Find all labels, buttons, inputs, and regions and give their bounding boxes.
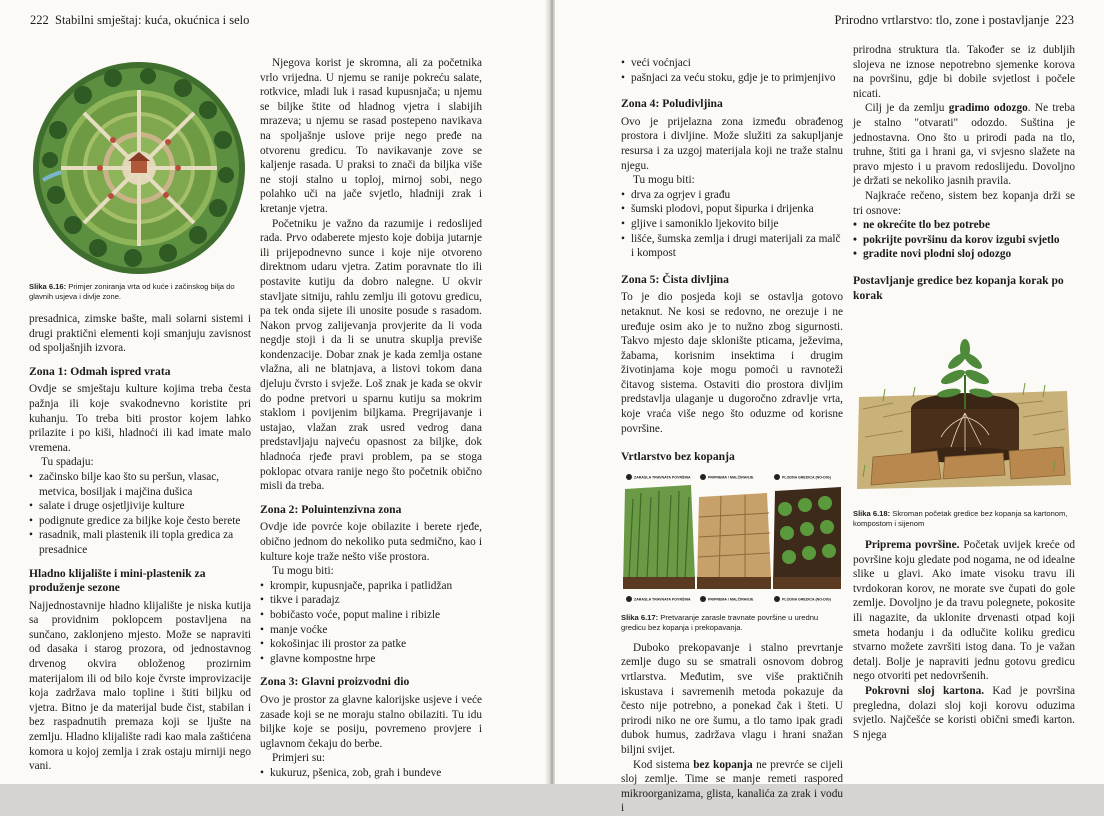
surface-prep-paragraph — [853, 538, 1075, 684]
left-page — [0, 0, 549, 784]
text-run: Kad je površina pregledna, dolazi sloj koji korovu oduzima svjetlo. Najčešće se koristi obični smeđi karton. S njega — [853, 685, 1075, 741]
zone-1-text: Ovdje se smještaju kulture kojima treba česta pažnja ili koje svakodnevno koristite pri kuhanju. To treba biti prostor kojem lahko prilazite i po kiši, hladnoći ili kad imate malo vremena. — [29, 383, 251, 454]
list-item: • gradite novi plodni sloj odozgo — [853, 247, 1075, 262]
right-page — [555, 0, 1104, 815]
list-item: • podignute gredice za biljke koje često berete — [29, 514, 251, 529]
zone-1-list — [29, 470, 251, 558]
zone-2-list — [260, 579, 482, 667]
figure-label: PRIPREMA / MALČIRANJE — [708, 475, 754, 480]
setup-heading: Postavljanje gredice bez kopanja korak po korak — [853, 273, 1064, 302]
coldframe-benefits-paragraph: Njegova korist je skromna, ali za početnika vrlo vrijedna. U njemu se ranije pokreću salate, rotkvice, mladi luk i rasad kupusnjača; u njemu se biljke štite od hladnog vjetra i slabijih mrazeva; u njemu se rasad postepeno navikava na spoljašnje uslove prije nego pređe na otvorenu gredicu. To navikavanje zove se kaljenje rasada. U praksi to znači da biljka više ne stoji stalno u toploj, mirnoj sobi, nego polahko uči na jače svjetlo, hladniji zrak i kretanje vjetra. — [260, 57, 482, 215]
coldframe-text: Najjednostavnije hladno klijalište je niska kutija sa providnim poklopcem postavljena na sunčano, zaklonjeno mjesto. Može se napraviti od dasaka i starog prozora, od jednostavnog drvenog okvira obloženog prozirnim materijalom ili od bilo koje čvrste improvizacije koja zadržava malo topline i štiti biljku od vjetra. Bitno je da materijal bude čist, stabilan i bez raspadnutih premaza koji se ljušte na zemlju. Hladno klijalište radi kao mala zaštićena komora u kojoj zemlja i zrak ostaju mirniji nego vani. — [29, 599, 251, 773]
principles-lead: Najkraće rečeno, sistem bez kopanja drži se tri osnove: — [853, 189, 1075, 217]
zone-5-text: To je dio posjeda koji se ostavlja gotovo netaknut. Ne kosi se redovno, ne orezuje i ne uređuje osim ako je to nužno zbog sigurnosti. Takvo mjesto daje sklonište pticama, ježevima, žabama, korisnim insektima i drugim životinjama koje mogu pomoći u ravnoteži čitavog sistema. Ostaviti dio prostora divljim predstavlja ulaganje u dugoročno zdravlje vrta, koje vraća više nego što oduzme od korisne površine. — [621, 291, 843, 435]
zone-3-text: Ovo je prostor za glavne kalorijske usjeve i veće zasade koji se ne moraju stalno obilaziti. Tu idu biljke koje se posiju, povremeno provjere i uglavnom čekaju do berbe. — [260, 693, 482, 750]
zone-1-heading: Zona 1: Odmah ispred vrata — [29, 364, 171, 378]
principles-list — [853, 218, 1075, 262]
caption-label: Slika 6.17: — [621, 612, 659, 622]
no-dig-steps-illustration — [621, 469, 843, 607]
no-dig-heading: Vrtlarstvo bez kopanja — [621, 450, 735, 464]
zone-4-heading: Zona 4: Poludivljina — [621, 97, 723, 111]
zone-5-heading: Zona 5: Čista divljina — [621, 272, 729, 286]
caption-text: Skroman početak gredice bez kopanja sa kartonom, kompostom i sijenom — [853, 509, 1068, 529]
build-from-top-paragraph — [853, 101, 1075, 189]
no-dig-system-paragraph — [621, 758, 843, 816]
bold-term: gradimo odozgo — [948, 102, 1028, 115]
intro-paragraph: presadnica, zimske bašte, mali solarni sistemi i drugi praktični elementi koji smanjuju zavisnost od spoljašnjih izvora. — [29, 313, 251, 355]
bold-term: Pokrovni sloj kartona. — [865, 685, 985, 698]
figure-6-18-caption — [853, 509, 1075, 529]
zone-4-lead: Tu mogu biti: — [633, 174, 695, 187]
list-item: • pokrijte površinu da korov izgubi svjetlo — [853, 233, 1075, 248]
coldframe-heading: Hladno klijalište i mini-plastenik za produženje sezone — [29, 566, 206, 595]
left-column-1 — [29, 282, 251, 774]
list-item: • lišće, šumska zemlja i drugi materijali za malč i kompost — [621, 232, 843, 261]
figure-6-16-caption — [29, 282, 251, 302]
figure-label: ZARASLA TRAVNATA POVRŠINA — [634, 475, 691, 480]
page-number-left: 222 — [30, 13, 49, 27]
zone-4-text: Ovo je prijelazna zona između obrađenog prostora i divljine. Može služiti za sakupljanje resursa i za uzgoj materijala koji ne traže stalnu njegu. — [621, 115, 843, 172]
zone-2-lead: Tu mogu biti: — [272, 565, 334, 578]
running-head-left: Stabilni smještaj: kuća, okućnica i selo — [55, 13, 250, 27]
caption-label: Slika 6.18: — [853, 509, 891, 519]
list-item: • ne okrećite tlo bez potrebe — [853, 218, 1075, 233]
text-run: Početak uvijek kreće od površine koju gledate pod nogama, ne od idealne slike u glavi. Ako imate visoku travu ili tvrdokoran korov, ne morate sve čupati do gole zemlje. Dovoljno je da travu polegnete, pokosite ili nagazite, da uklonite drvenasti otpad koji smeta hodanju i da odlučite koliku gredicu stvarno možete završiti istog dana. To je važan detalj. Bolje je napraviti jednu gotovu gredicu nego otvoriti pet nedovršenih. — [853, 539, 1076, 683]
list-item: • kokošinjac ili prostor za patke — [260, 637, 482, 652]
list-item: • gljive i samoniklo ljekovito bilje — [621, 217, 843, 232]
caption-label: Slika 6.16: — [29, 282, 67, 291]
garden-zoning-drawing — [28, 60, 250, 276]
figure-6-17-caption — [621, 613, 843, 633]
list-item: • glavne kompostne hrpe — [260, 652, 482, 667]
text-run: Cilj je da zemlju — [865, 102, 949, 115]
no-dig-bed-drawing — [853, 317, 1075, 497]
list-item: • šumski plodovi, poput šipurka i drijenka — [621, 202, 843, 217]
running-head-right: Prirodno vrtlarstvo: tlo, zone i postavljanje — [834, 13, 1049, 27]
list-item: • začinsko bilje kao što su peršun, vlasac, metvica, bosiljak i majčina dušica — [29, 470, 251, 499]
cardboard-layer-paragraph — [853, 684, 1075, 742]
coldframe-steps-paragraph: Početniku je važno da razumije i redoslijed rada. Prvo odaberete mjesto koje dobija jutarnje ili prijepodnevno sunce i koje nije otvoreno direktnom udaru vjetra. Zatim poravnate tlo ili postavite kutiju da dobro nalegne. U okvir stavljate sitniju, rahlu zemlju ili gotovu gredicu, pa tek onda sijete ili unosite posude s rasadom. Nakon prvog zalijevanja provjerite da li voda negdje stoji i da li se unutra skuplja previše kondenzacije. Dobar znak je kada zemlja ostane vlažna, ali ne blatnjava, a listovi tokom dana djeluju čvrsto i svježe. Loš znak je kada se okvir do podne pretvori u sparnu kutiju sa mokrim staklom i povijenim biljkama. Pregrijavanje i ustajao, vlažan zrak usred vedrog dana predstavljaju najveću opasnost za biljke, dok hladnoća rjeđe pravi problem, pa se stoga poklopac otvara ranije nego što početnik obično misli da treba. — [260, 217, 482, 493]
list-item: • veći voćnjaci — [621, 56, 843, 71]
zone-3-list-continued — [621, 56, 843, 85]
text-run: Kod sistema — [633, 758, 694, 771]
figure-label: PLODNA GREDICA (NO-DIG) — [782, 597, 831, 602]
list-item: • manje voćke — [260, 623, 482, 638]
zone-2-heading: Zona 2: Poluintenzivna zona — [260, 502, 402, 516]
list-item: • salate i druge osjetljivije kulture — [29, 499, 251, 514]
right-column-1 — [621, 56, 843, 816]
zone-3-heading: Zona 3: Glavni proizvodni dio — [260, 675, 410, 689]
text-run: ne prevrće se cijeli sloj zemlje. Time se manje remeti raspored mikroorganizama, glista, kanalića za zrak i vodu i — [621, 758, 843, 815]
figure-label: PRIPREMA / MALČIRANJE — [708, 597, 754, 602]
zone-2-text: Ovdje ide povrće koje obilazite i berete rjeđe, obično jednom do nekoliko puta sedmično, kao i kulture koje traže nešto više prostora. — [260, 521, 482, 563]
right-column-2 — [853, 13, 1075, 742]
no-dig-intro-paragraph: Duboko prekopavanje i stalno prevrtanje zemlje dugo su se smatrali osnovom dobrog vrtlarstva. Međutim, sve više praktičnih iskustava i savremenih metoda pokazuje da često nije potrebno, a ponekad čak i šteti. U prirodi niko ne ore šumu, a tlo tamo ipak gradi dubok humus, zadržava vlagu i hrani snažan biljni svijet. — [621, 641, 843, 756]
list-item: • drva za ogrjev i građu — [621, 188, 843, 203]
figure-label: PLODNA GREDICA (NO-DIG) — [782, 475, 831, 480]
figure-label: ZARASLA TRAVNATA POVRŠINA — [634, 597, 691, 602]
list-item: • pašnjaci za veću stoku, gdje je to primjenjivo — [621, 71, 843, 86]
list-item: • kukuruz, pšenica, zob, grah i bundeve — [260, 766, 482, 781]
bold-term: Priprema površine. — [865, 539, 960, 552]
caption-text: Pretvaranje zarasle travnate površine u urednu gredicu bez kopanja i prekopavanja. — [621, 612, 819, 632]
garden-zoning-illustration — [28, 60, 250, 276]
bold-term: bez kopanja — [693, 758, 753, 771]
zone-3-lead: Primjeri su: — [272, 752, 326, 765]
no-dig-bed-illustration — [853, 317, 1075, 497]
list-item: • rasadnik, mali plastenik ili topla gredica za presadnice — [29, 528, 251, 557]
zone-1-lead: Tu spadaju: — [41, 456, 94, 469]
text-run: . Ne treba je stalno "otvarati" odozdo. Suština je jednostavna. Ono što u prirodi pada na tlo, truhne, štiti ga i hrani ga, vi svjesno slažete na pravo mjesto i u pravom redoslijedu. Dovoljno je držati se nekoliko jasnih pravila. — [853, 102, 1075, 188]
caption-text: Primjer zoniranja vrta od kuće i začinskog bilja do glavnih usjeva i divlje zone. — [29, 282, 235, 301]
page-number-right: 223 — [1055, 13, 1074, 27]
zone-4-list — [621, 188, 843, 261]
soil-structure-paragraph: prirodna struktura tla. Također se iz dubljih slojeva ne iznose nepotrebno sjemenke korova na površinu, gdje bi dobile svjetlost i počele nicati. — [853, 44, 1075, 100]
list-item: • tikve i paradajz — [260, 593, 482, 608]
list-item: • krompir, kupusnjače, paprika i patlidžan — [260, 579, 482, 594]
left-running-head — [30, 13, 249, 28]
no-dig-steps-drawing — [621, 469, 843, 607]
left-column-2 — [260, 56, 482, 781]
list-item: • bobičasto voće, poput maline i ribizle — [260, 608, 482, 623]
zone-3-list — [260, 766, 482, 781]
